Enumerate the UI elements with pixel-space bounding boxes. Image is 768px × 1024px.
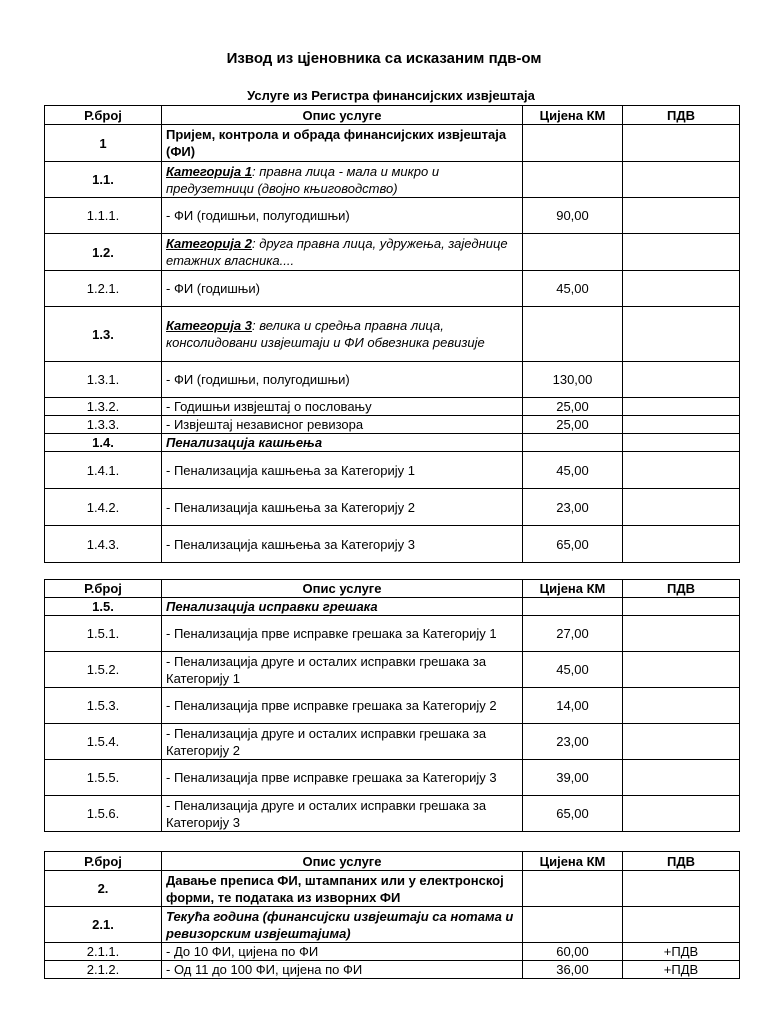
row-desc: - Пенализација друге и осталих исправки грешака за Категорију 3	[162, 796, 523, 832]
row-price: 25,00	[523, 416, 623, 434]
category-text: : правна лица - мала и микро и предузетници (двојно књиговодство)	[166, 163, 440, 196]
row-price: 39,00	[523, 760, 623, 796]
row-num: 1.5.	[45, 598, 162, 616]
header-price: Цијена КМ	[523, 852, 623, 871]
row-desc: - Годишњи извјештај о пословању	[162, 398, 523, 416]
row-num: 1.4.1.	[45, 452, 162, 489]
row-num: 1.4.2.	[45, 489, 162, 526]
row-desc: - ФИ (годишњи, полугодишњи)	[162, 198, 523, 234]
row-price	[523, 434, 623, 452]
row-pdv	[623, 688, 740, 724]
row-price	[523, 598, 623, 616]
row-pdv: +ПДВ	[623, 961, 740, 979]
row-pdv	[623, 526, 740, 563]
header-desc: Опис услуге	[162, 580, 523, 598]
table-row	[45, 688, 740, 724]
table-row	[45, 526, 740, 563]
row-num: 1.5.6.	[45, 796, 162, 832]
row-desc: - Пенализација кашњења за Категорију 3	[162, 526, 523, 563]
category-label: Категорија 2	[166, 236, 252, 251]
table-row	[45, 796, 740, 832]
row-price: 14,00	[523, 688, 623, 724]
row-price: 27,00	[523, 616, 623, 652]
table-header-row	[45, 852, 740, 871]
price-table-2	[44, 579, 740, 832]
row-pdv	[623, 598, 740, 616]
table-row	[45, 162, 740, 198]
row-pdv	[623, 198, 740, 234]
table-row	[45, 416, 740, 434]
row-desc: Давање преписа ФИ, штампаних или у електронској форми, те података из изворних ФИ	[162, 871, 523, 907]
row-price: 45,00	[523, 652, 623, 688]
row-num: 1	[45, 125, 162, 162]
row-num: 1.3.2.	[45, 398, 162, 416]
row-num: 1.5.4.	[45, 724, 162, 760]
row-pdv	[623, 234, 740, 271]
header-pdv: ПДВ	[623, 106, 740, 125]
row-num: 1.2.1.	[45, 271, 162, 307]
table-header-row	[45, 580, 740, 598]
row-pdv	[623, 724, 740, 760]
row-pdv	[623, 125, 740, 162]
row-num: 1.3.3.	[45, 416, 162, 434]
row-pdv	[623, 307, 740, 362]
row-desc	[162, 234, 523, 271]
row-desc: Пенализација исправки грешака	[162, 598, 523, 616]
table-row	[45, 198, 740, 234]
row-price: 36,00	[523, 961, 623, 979]
row-desc: Пенализација кашњења	[162, 434, 523, 452]
header-desc: Опис услуге	[162, 106, 523, 125]
row-num: 2.1.1.	[45, 943, 162, 961]
table-row	[45, 760, 740, 796]
row-desc: - Пенализација прве исправке грешака за Категорију 3	[162, 760, 523, 796]
table-row	[45, 652, 740, 688]
category-label: Категорија 3	[166, 318, 252, 333]
table-row	[45, 616, 740, 652]
table-row	[45, 234, 740, 271]
row-desc: - Извјештај независног ревизора	[162, 416, 523, 434]
table-row	[45, 489, 740, 526]
row-num: 1.3.	[45, 307, 162, 362]
table-row	[45, 434, 740, 452]
row-pdv	[623, 907, 740, 943]
table-header-row	[45, 106, 740, 125]
table-row	[45, 307, 740, 362]
header-pdv: ПДВ	[623, 580, 740, 598]
row-pdv: +ПДВ	[623, 943, 740, 961]
row-desc: - Пенализација друге и осталих исправки грешака за Категорију 1	[162, 652, 523, 688]
category-text: : велика и средња правна лица, консолидовани извјештаји и ФИ обвезника ревизије	[166, 318, 485, 350]
price-table-1	[44, 105, 740, 563]
category-text: : друга правна лица, удружења, заједнице етажних власника....	[166, 236, 508, 268]
row-price	[523, 907, 623, 943]
table-row	[45, 598, 740, 616]
row-num: 1.4.3.	[45, 526, 162, 563]
table-row	[45, 724, 740, 760]
row-pdv	[623, 398, 740, 416]
row-desc: - Пенализација кашњења за Категорију 2	[162, 489, 523, 526]
row-num: 1.3.1.	[45, 362, 162, 398]
row-num: 1.5.3.	[45, 688, 162, 724]
row-num: 2.1.	[45, 907, 162, 943]
page-title: Извод из цјеновника са исказаним пдв-ом	[226, 50, 542, 67]
row-desc: - ФИ (годишњи)	[162, 271, 523, 307]
row-desc: - Пенализација друге и осталих исправки грешака за Категорију 2	[162, 724, 523, 760]
table-row	[45, 961, 740, 979]
row-pdv	[623, 452, 740, 489]
header-pdv: ПДВ	[623, 852, 740, 871]
row-desc: - Од 11 до 100 ФИ, цијена по ФИ	[162, 961, 523, 979]
row-num: 1.4.	[45, 434, 162, 452]
row-price	[523, 871, 623, 907]
row-desc: - Пенализација прве исправке грешака за Категорију 2	[162, 688, 523, 724]
row-desc: Текућа година (финансијски извјештаји са нотама и ревизорским извјештајима)	[162, 907, 523, 943]
row-pdv	[623, 434, 740, 452]
table-row	[45, 907, 740, 943]
table-row	[45, 398, 740, 416]
row-pdv	[623, 489, 740, 526]
row-pdv	[623, 416, 740, 434]
row-num: 2.	[45, 871, 162, 907]
header-price: Цијена КМ	[523, 106, 623, 125]
row-desc: - ФИ (годишњи, полугодишњи)	[162, 362, 523, 398]
row-price: 65,00	[523, 796, 623, 832]
table-row	[45, 943, 740, 961]
row-pdv	[623, 652, 740, 688]
header-price: Цијена КМ	[523, 580, 623, 598]
row-desc	[162, 162, 523, 198]
row-pdv	[623, 760, 740, 796]
table-row	[45, 452, 740, 489]
row-price: 45,00	[523, 271, 623, 307]
row-pdv	[623, 796, 740, 832]
row-price: 25,00	[523, 398, 623, 416]
row-price: 23,00	[523, 724, 623, 760]
header-num: Р.број	[45, 852, 162, 871]
price-table-3	[44, 851, 740, 979]
row-num: 1.5.5.	[45, 760, 162, 796]
row-num: 1.1.	[45, 162, 162, 198]
category-label: Категорија 1	[166, 163, 252, 179]
row-pdv	[623, 871, 740, 907]
row-price	[523, 234, 623, 271]
row-desc	[162, 307, 523, 362]
row-num: 1.1.1.	[45, 198, 162, 234]
row-desc: - Пенализација кашњења за Категорију 1	[162, 452, 523, 489]
row-price: 45,00	[523, 452, 623, 489]
table-row	[45, 271, 740, 307]
row-price: 60,00	[523, 943, 623, 961]
row-pdv	[623, 362, 740, 398]
row-price: 23,00	[523, 489, 623, 526]
row-price	[523, 125, 623, 162]
table-row	[45, 362, 740, 398]
header-num: Р.број	[45, 106, 162, 125]
row-desc: - До 10 ФИ, цијена по ФИ	[162, 943, 523, 961]
row-price: 65,00	[523, 526, 623, 563]
row-desc: - Пенализација прве исправке грешака за Категорију 1	[162, 616, 523, 652]
row-pdv	[623, 616, 740, 652]
row-num: 1.5.2.	[45, 652, 162, 688]
row-pdv	[623, 162, 740, 198]
row-num: 1.5.1.	[45, 616, 162, 652]
row-num: 1.2.	[45, 234, 162, 271]
row-price	[523, 307, 623, 362]
table-subtitle: Услуге из Регистра финансијских извјештаја	[247, 88, 535, 103]
table-row	[45, 125, 740, 162]
row-pdv	[623, 271, 740, 307]
table-row	[45, 871, 740, 907]
header-num: Р.број	[45, 580, 162, 598]
row-price	[523, 162, 623, 198]
row-num: 2.1.2.	[45, 961, 162, 979]
row-desc: Пријем, контрола и обрада финансијских извјештаја (ФИ)	[162, 125, 523, 162]
row-price: 90,00	[523, 198, 623, 234]
header-desc: Опис услуге	[162, 852, 523, 871]
row-price: 130,00	[523, 362, 623, 398]
